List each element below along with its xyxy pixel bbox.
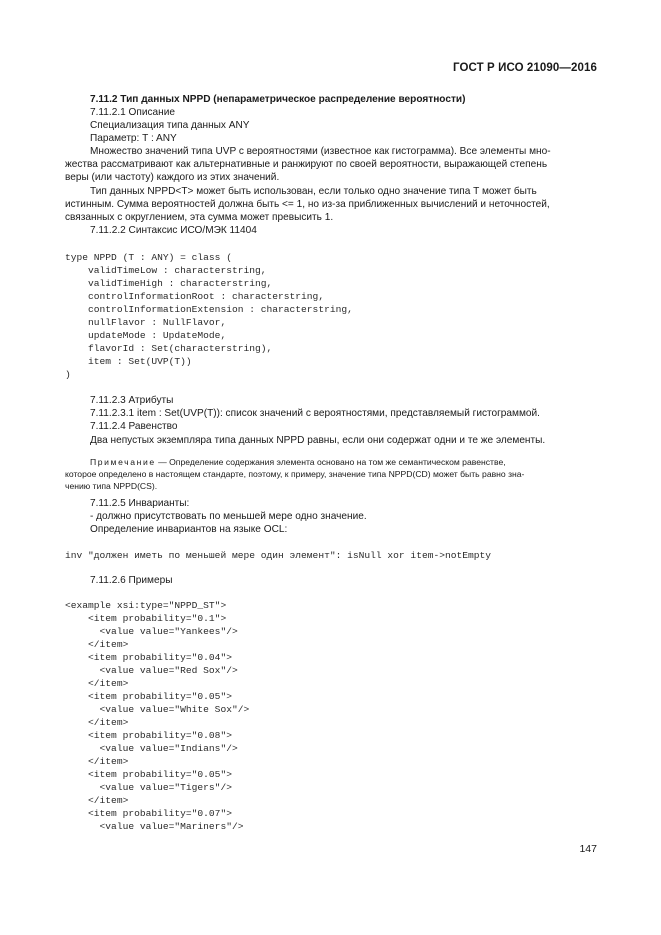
document-code: ГОСТ Р ИСО 21090—2016: [452, 62, 597, 74]
invariant-item: - должно присутствовать по меньшей мере одно значение.: [90, 511, 367, 522]
ocl-code-line: inv "должен иметь по меньшей мере один элемент": isNull xor item->notEmpty: [65, 550, 492, 561]
paragraph-line: веры (или частоту) каждого из этих значений.: [65, 172, 280, 183]
example-code-line: <item probability="0.1">: [65, 613, 227, 624]
example-code-line: <value value="Red Sox"/>: [65, 665, 238, 676]
syntax-code-line: controlInformationExtension : characterstring,: [65, 304, 353, 315]
syntax-code-line: type NPPD (T : ANY) = class (: [65, 252, 232, 263]
attribute-item: 7.11.2.3.1 item : Set(UVP(T)): список значений с вероятностями, представляемый гистограммой.: [90, 408, 540, 419]
specialization-text: Специализация типа данных ANY: [90, 120, 250, 131]
example-code-line: </item>: [65, 678, 129, 689]
example-code-line: <value value="Mariners"/>: [65, 821, 244, 832]
example-code-line: <item probability="0.08">: [65, 730, 232, 741]
syntax-code-line: item : Set(UVP(T)): [65, 356, 192, 367]
example-code-line: </item>: [65, 795, 129, 806]
example-code-line: </item>: [65, 756, 129, 767]
syntax-code-line: flavorId : Set(characterstring),: [65, 343, 273, 354]
paragraph-line: жества рассматривают как альтернативные и ранжируют по своей вероятности, выражающей степень: [65, 159, 548, 170]
paragraph-line: Тип данных NPPD<T> может быть использован, если только одно значение типа T может быть: [90, 186, 537, 197]
section-heading: 7.11.2 Тип данных NPPD (непараметрическое распределение вероятности): [90, 94, 466, 105]
subsection-title-invariants: 7.11.2.5 Инварианты:: [90, 498, 190, 509]
note-label: Примечание: [90, 457, 156, 467]
note-line: которое определено в настоящем стандарте, поэтому, к примеру, значение типа NPPD(CD) может быть равно зна-: [65, 469, 525, 479]
paragraph-line: Множество значений типа UVP с вероятностями (известное как гистограмма). Все элементы мно-: [90, 146, 551, 157]
subsection-title-examples: 7.11.2.6 Примеры: [90, 575, 173, 586]
example-code-line: <item probability="0.04">: [65, 652, 232, 663]
syntax-code-line: validTimeLow : characterstring,: [65, 265, 267, 276]
ocl-definition-text: Определение инвариантов на языке OCL:: [90, 524, 288, 535]
example-code-line: <value value="Tigers"/>: [65, 782, 232, 793]
equality-text: Два непустых экземпляра типа данных NPPD равны, если они содержат одни и те же элементы.: [90, 435, 546, 446]
example-code-line: <example xsi:type="NPPD_ST">: [65, 600, 227, 611]
syntax-code-line: ): [65, 369, 71, 380]
note-line: [90, 456, 506, 468]
example-code-line: <value value="Indians"/>: [65, 743, 238, 754]
note-line: чению типа NPPD(CS).: [65, 481, 158, 491]
page-number: 147: [579, 843, 597, 855]
example-code-line: <item probability="0.05">: [65, 769, 232, 780]
paragraph-line: связанных с округлением, эта сумма может превысить 1.: [65, 212, 334, 223]
subsection-title-description: 7.11.2.1 Описание: [90, 107, 175, 118]
example-code-line: <item probability="0.05">: [65, 691, 232, 702]
syntax-code-line: controlInformationRoot : characterstring,: [65, 291, 325, 302]
parameter-text: Параметр: T : ANY: [90, 133, 177, 144]
syntax-code-line: nullFlavor : NullFlavor,: [65, 317, 227, 328]
subsection-title-equality: 7.11.2.4 Равенство: [90, 421, 178, 432]
paragraph-line: истинным. Сумма вероятностей должна быть <= 1, но из-за приближенных вычислений и неточностей,: [65, 199, 550, 210]
note-text: — Определение содержания элемента основано на том же семантическом равенстве,: [155, 457, 506, 467]
example-code-line: <value value="White Sox"/>: [65, 704, 250, 715]
syntax-code-line: updateMode : UpdateMode,: [65, 330, 227, 341]
example-code-line: </item>: [65, 639, 129, 650]
subsection-title-attributes: 7.11.2.3 Атрибуты: [90, 395, 174, 406]
subsection-title-syntax: 7.11.2.2 Синтаксис ИСО/МЭК 11404: [90, 225, 257, 236]
example-code-line: <value value="Yankees"/>: [65, 626, 238, 637]
example-code-line: </item>: [65, 717, 129, 728]
syntax-code-line: validTimeHigh : characterstring,: [65, 278, 273, 289]
example-code-line: <item probability="0.07">: [65, 808, 232, 819]
